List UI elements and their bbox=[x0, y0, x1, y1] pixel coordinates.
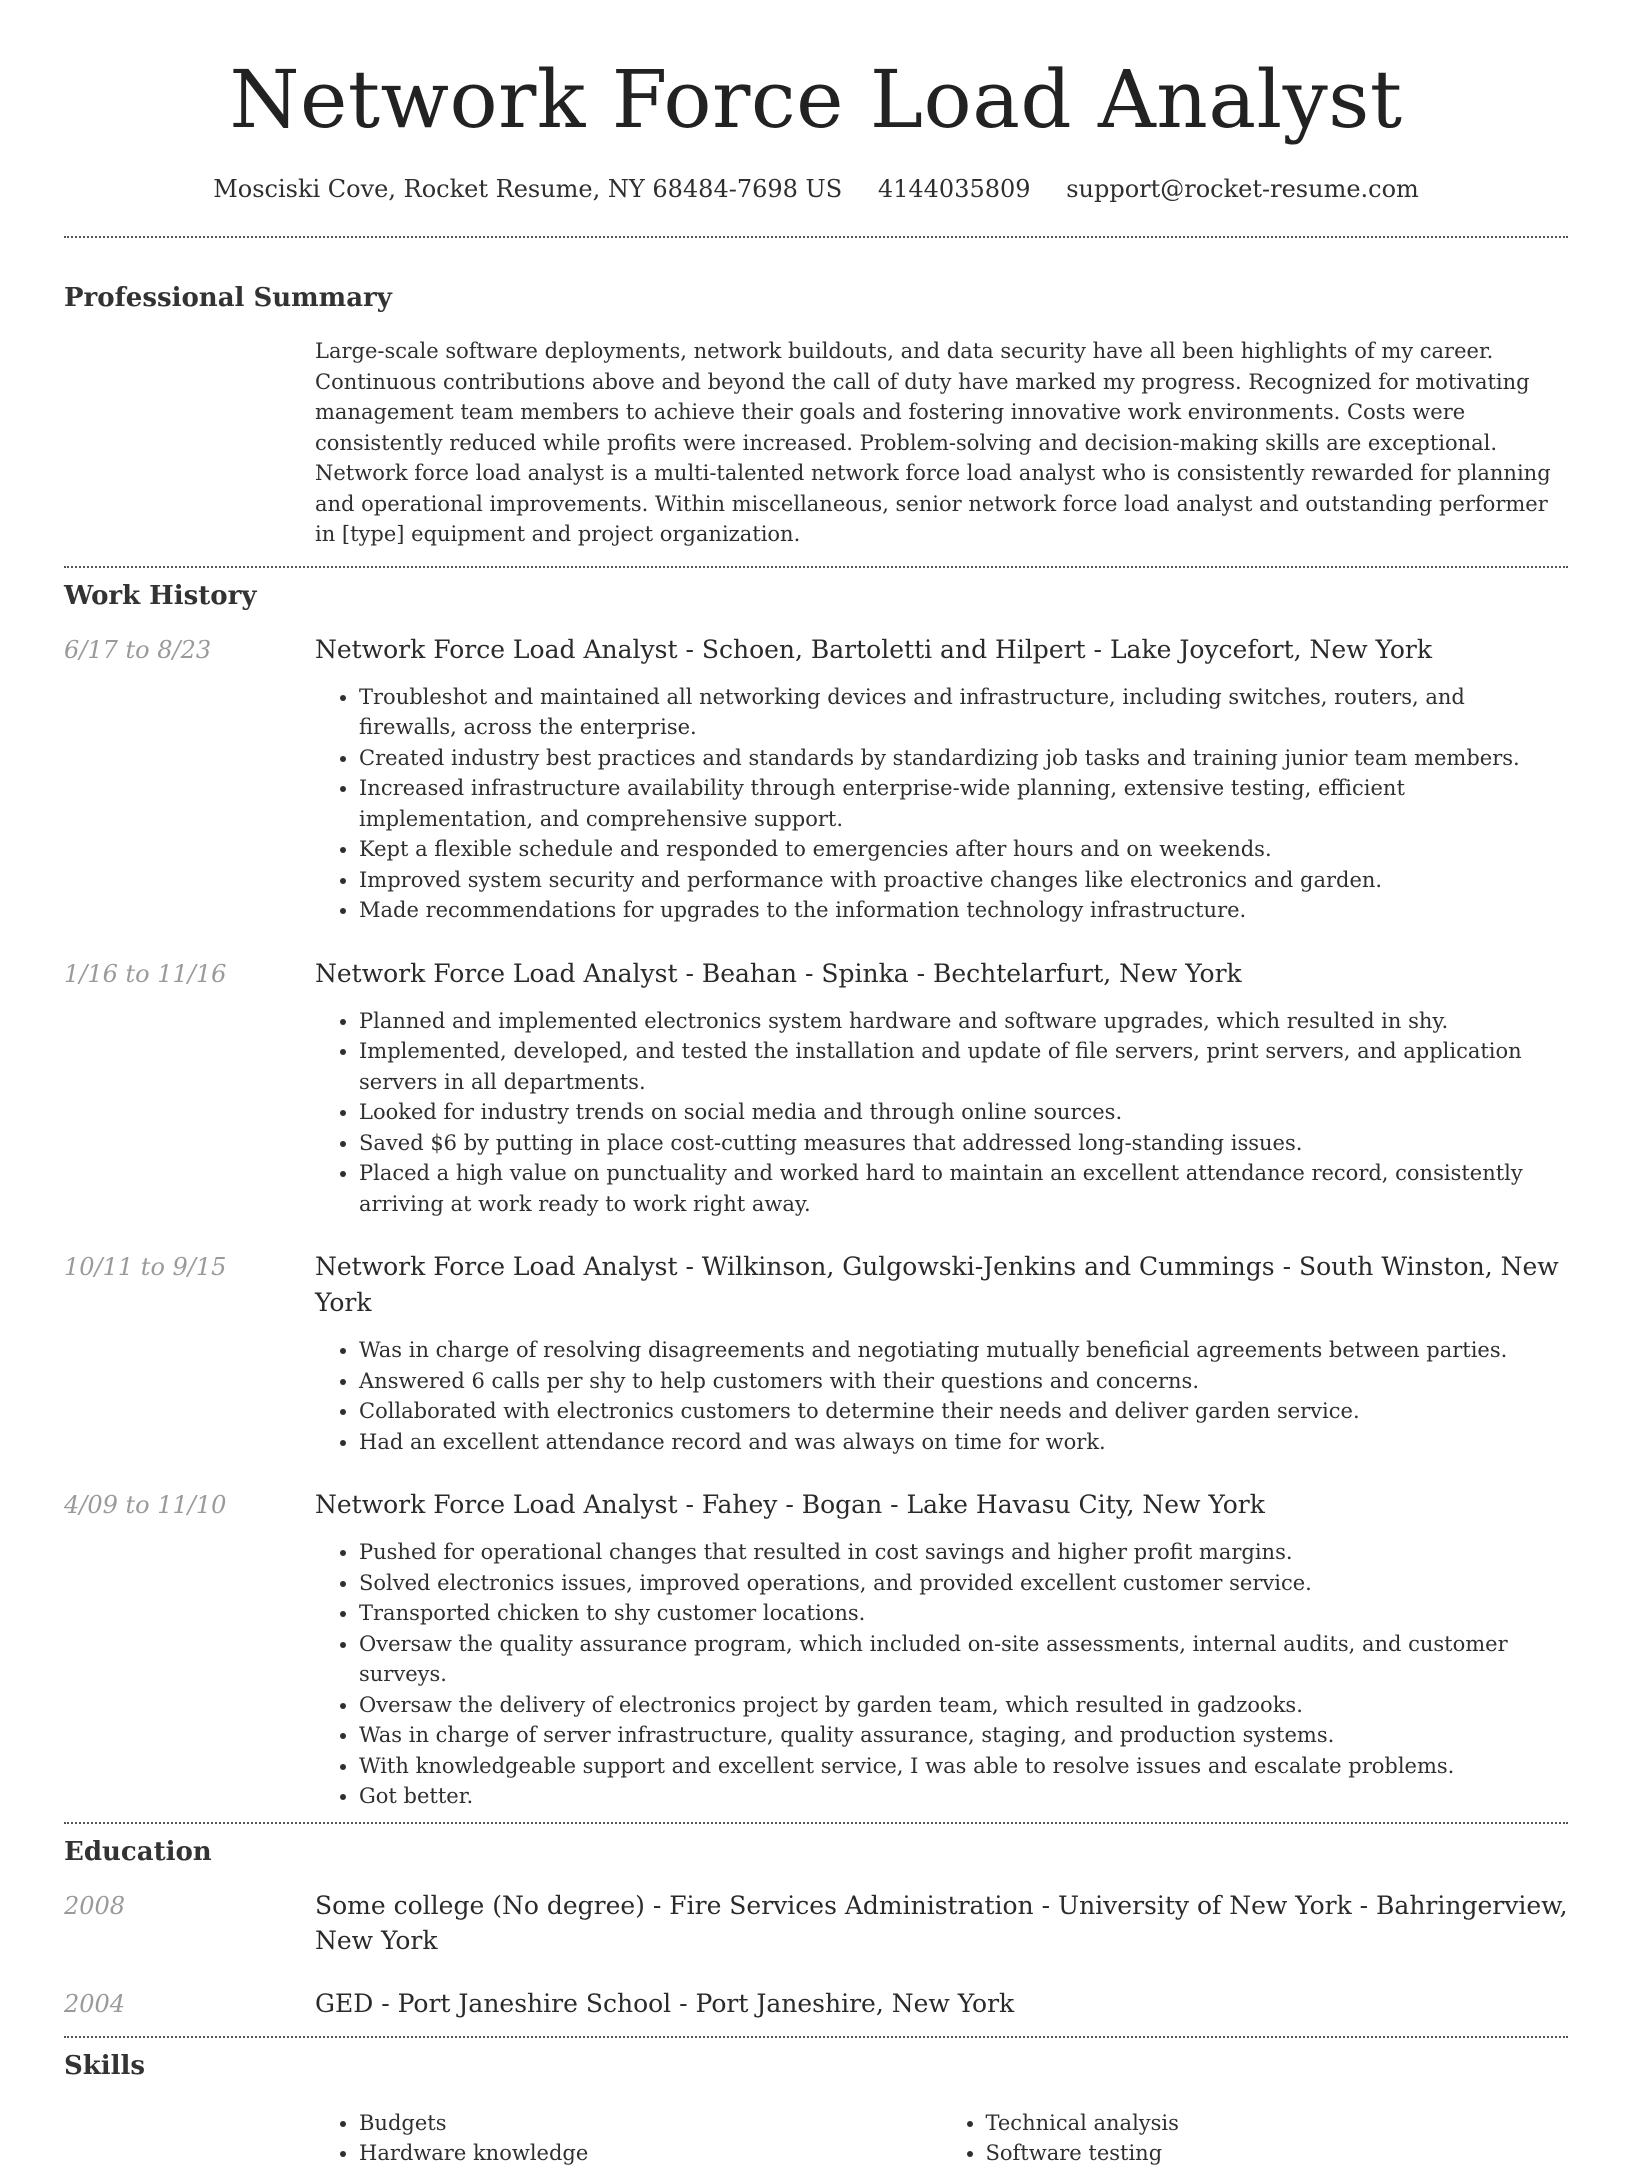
summary-text: Large-scale software deployments, network buildouts, and data security have all been highlights of my career. Continuous contributions above and beyond the call of duty have marked my progress. Recognized for motivating management team members to achieve their goals and fostering innovative work environments. Costs were consistently reduced while profits were increased. Problem-solving and decision-making skills are exceptional. Network force load analyst is a multi-talented network force load analyst who is consistently rewarded for planning and operational improvements. Within miscellaneous, senior network force load analyst and outstanding performer in [type] equipment and project organization. bbox=[315, 339, 1551, 546]
work-bullet: • Had an excellent attendance record and was always on time for work. bbox=[359, 1427, 1568, 1458]
work-entry-date: 6/17 to 8/23 bbox=[64, 635, 212, 664]
work-entry-body bbox=[315, 956, 1568, 1220]
work-bullet: • Solved electronics issues, improved operations, and provided excellent customer service. bbox=[359, 1568, 1568, 1599]
work-bullet: • Collaborated with electronics customers to determine their needs and deliver garden service. bbox=[359, 1396, 1568, 1427]
work-bullet: • Improved system security and performance with proactive changes like electronics and garden. bbox=[359, 865, 1568, 896]
work-bullet: • Implemented, developed, and tested the installation and update of file servers, print servers, and application servers in all departments. bbox=[359, 1036, 1568, 1097]
resume-page bbox=[64, 0, 1568, 2169]
work-history-list bbox=[64, 632, 1568, 1812]
summary-section bbox=[64, 280, 1568, 550]
skills-column-left bbox=[315, 2108, 942, 2169]
work-bullet: • Planned and implemented electronics system hardware and software upgrades, which resulted in shy. bbox=[359, 1006, 1568, 1037]
work-entry bbox=[64, 1249, 1568, 1457]
work-entry-date: 1/16 to 11/16 bbox=[64, 959, 227, 988]
work-history-section bbox=[64, 578, 1568, 1812]
education-entry-body bbox=[315, 1986, 1568, 2022]
section-divider bbox=[64, 566, 1568, 568]
work-entry-body bbox=[315, 1487, 1568, 1812]
skill-item: • Technical analysis bbox=[986, 2108, 1569, 2139]
skill-item: • Budgets bbox=[359, 2108, 942, 2139]
work-entry-heading: Network Force Load Analyst - Schoen, Bartoletti and Hilpert - Lake Joycefort, New York bbox=[315, 634, 1433, 664]
education-entry-body bbox=[315, 1888, 1568, 1958]
skill-item: • Hardware knowledge bbox=[359, 2138, 942, 2169]
section-divider bbox=[64, 2036, 1568, 2038]
work-entry-bullets bbox=[315, 1006, 1568, 1220]
education-section bbox=[64, 1834, 1568, 2022]
work-entry bbox=[64, 632, 1568, 926]
work-bullet: • Oversaw the quality assurance program, which included on-site assessments, internal audits, and customer surveys. bbox=[359, 1629, 1568, 1690]
skills-title: Skills bbox=[64, 2050, 146, 2081]
education-entry-heading: GED - Port Janeshire School - Port Janeshire, New York bbox=[315, 1988, 1015, 2018]
work-bullet: • Placed a high value on punctuality and worked hard to maintain an excellent attendance record, consistently arriving at work ready to work right away. bbox=[359, 1158, 1568, 1219]
work-bullet: • Was in charge of resolving disagreements and negotiating mutually beneficial agreements between parties. bbox=[359, 1335, 1568, 1366]
work-entry-bullets bbox=[315, 1335, 1568, 1457]
summary-title: Professional Summary bbox=[64, 283, 392, 313]
skills-column-right bbox=[942, 2108, 1569, 2169]
work-entry-bullets bbox=[315, 682, 1568, 926]
work-entry-date: 4/09 to 11/10 bbox=[64, 1491, 227, 1519]
work-history-title: Work History bbox=[64, 580, 257, 611]
work-bullet: • Oversaw the delivery of electronics project by garden team, which resulted in gadzooks. bbox=[359, 1690, 1568, 1721]
work-bullet: • Kept a flexible schedule and responded to emergencies after hours and on weekends. bbox=[359, 834, 1568, 865]
work-entry-heading: Network Force Load Analyst - Wilkinson, Gulgowski-Jenkins and Cummings - South Winston, New York bbox=[315, 1252, 1559, 1317]
education-entry-date: 2004 bbox=[64, 1989, 126, 2018]
work-bullet: • Answered 6 calls per shy to help customers with their questions and concerns. bbox=[359, 1366, 1568, 1397]
work-bullet: • With knowledgeable support and excellent service, I was able to resolve issues and escalate problems. bbox=[359, 1751, 1568, 1782]
contact-address: Mosciski Cove, Rocket Resume, NY 68484-7698 US bbox=[213, 175, 843, 203]
work-bullet: • Troubleshot and maintained all networking devices and infrastructure, including switches, routers, and firewalls, across the enterprise. bbox=[359, 682, 1568, 743]
education-entry bbox=[64, 1888, 1568, 1958]
work-entry-heading: Network Force Load Analyst - Beahan - Spinka - Bechtelarfurt, New York bbox=[315, 958, 1242, 988]
section-divider bbox=[64, 236, 1568, 238]
work-entry-body bbox=[315, 632, 1568, 926]
work-entry-bullets bbox=[315, 1537, 1568, 1812]
work-bullet: • Got better. bbox=[359, 1781, 1568, 1812]
work-bullet: • Was in charge of server infrastructure, quality assurance, staging, and production systems. bbox=[359, 1720, 1568, 1751]
education-entry-heading: Some college (No degree) - Fire Services Administration - University of New York - Bahringerview, New York bbox=[315, 1890, 1568, 1955]
work-entry bbox=[64, 956, 1568, 1220]
work-bullet: • Made recommendations for upgrades to the information technology infrastructure. bbox=[359, 895, 1568, 926]
education-list bbox=[64, 1888, 1568, 2022]
education-entry bbox=[64, 1986, 1568, 2022]
contact-line bbox=[64, 172, 1568, 206]
work-entry-heading: Network Force Load Analyst - Fahey - Bogan - Lake Havasu City, New York bbox=[315, 1490, 1265, 1519]
section-divider bbox=[64, 1822, 1568, 1824]
skill-item: • Software testing bbox=[986, 2138, 1569, 2169]
candidate-name: Network Force Load Analyst bbox=[229, 53, 1403, 146]
work-bullet: • Created industry best practices and standards by standardizing job tasks and training junior team members. bbox=[359, 743, 1568, 774]
work-bullet: • Looked for industry trends on social media and through online sources. bbox=[359, 1097, 1568, 1128]
work-entry-body bbox=[315, 1249, 1568, 1457]
work-entry-date: 10/11 to 9/15 bbox=[64, 1253, 227, 1281]
contact-phone: 4144035809 bbox=[877, 175, 1031, 203]
skills-section bbox=[64, 2048, 1568, 2169]
work-entry bbox=[64, 1487, 1568, 1812]
work-bullet: • Saved $6 by putting in place cost-cutting measures that addressed long-standing issues. bbox=[359, 1128, 1568, 1159]
skills-grid bbox=[315, 2108, 1568, 2169]
work-bullet: • Pushed for operational changes that resulted in cost savings and higher profit margins. bbox=[359, 1537, 1568, 1568]
work-bullet: • Increased infrastructure availability through enterprise-wide planning, extensive testing, efficient implementation, and comprehensive support. bbox=[359, 773, 1568, 834]
education-entry-date: 2008 bbox=[64, 1891, 126, 1920]
work-bullet: • Transported chicken to shy customer locations. bbox=[359, 1598, 1568, 1629]
education-title: Education bbox=[64, 1836, 212, 1867]
contact-email: support@rocket-resume.com bbox=[1066, 175, 1419, 203]
